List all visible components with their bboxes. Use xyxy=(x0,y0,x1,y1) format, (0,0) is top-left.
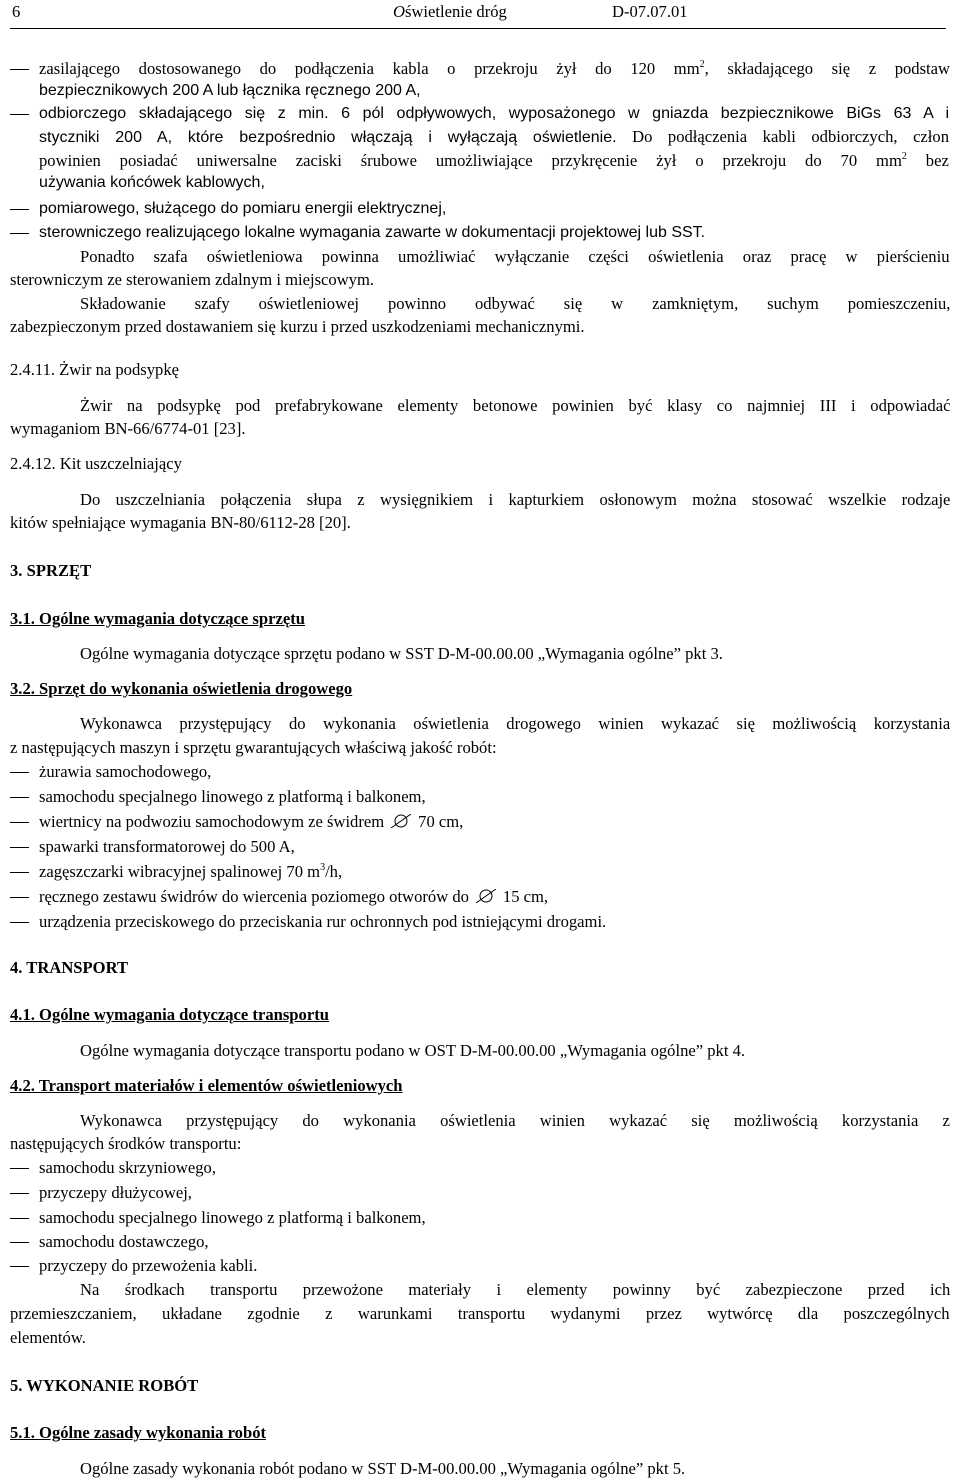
paragraph-ponadto-line1: Ponadto szafa oświetleniowa powinna umożliwiać wyłączanie części oświetlenia oraz pracę w pierścieniu xyxy=(80,247,950,266)
superscript: 3 xyxy=(320,862,326,873)
superscript: 2 xyxy=(901,151,907,162)
dash-bullet xyxy=(10,772,29,773)
subsection-heading-5-1: 5.1. Ogólne zasady wykonania robót xyxy=(10,1423,267,1442)
section-heading-2-4-11: 2.4.11. Żwir na podsypkę xyxy=(10,360,179,379)
paragraph-zwir-line1: Żwir na podsypkę pod prefabrykowane elementy betonowe powinien być klasy co najmniej III i odpowiadać xyxy=(80,396,951,415)
list-item-text: zasilającego dostosowanego do podłączenia kabla o przekroju żył do 120 mm xyxy=(39,59,700,78)
list-item-continuation: styczniki 200 A, które bezpośrednio włączają i wyłączają oświetlenie. Do podłączenia kabli odbiorczych, człon xyxy=(39,127,950,146)
paragraph-skladowanie-line1: Składowanie szafy oświetleniowej powinno odbywać się w zamkniętym, suchym pomieszczeniu, xyxy=(80,294,951,313)
paragraph-kit-line1: Do uszczelniania połączenia słupa z wysięgnikiem i kapturkiem osłonowym można stosować wszelkie rodzaje xyxy=(80,490,951,509)
diameter-icon xyxy=(388,814,414,828)
paragraph-4-1: Ogólne wymagania dotyczące transportu podano w OST D-M-00.00.00 „Wymagania ogólne” pkt 4. xyxy=(80,1041,746,1060)
list-item: samochodu specjalnego linowego z platformą i balkonem, xyxy=(39,1208,426,1227)
superscript: 2 xyxy=(699,59,705,70)
list-item: ręcznego zestawu świdrów do wiercenia poziomego otworów do 15 cm, xyxy=(39,887,549,906)
paragraph-transport-line3: elementów. xyxy=(10,1328,86,1347)
list-item: samochodu specjalnego linowego z platformą i balkonem, xyxy=(39,787,426,806)
paragraph-3-2-line1: Wykonawca przystępujący do wykonania oświetlenia drogowego winien wykazać się możliwością korzystania xyxy=(80,714,951,733)
paragraph-transport-line1: Na środkach transportu przewożone materiały i elementy powinny być zabezpieczone przed ich xyxy=(80,1280,951,1299)
dash-bullet xyxy=(10,1193,29,1194)
paragraph-4-2-line2: następujących środków transportu: xyxy=(10,1134,242,1153)
list-item: przyczepy do przewożenia kabli. xyxy=(39,1256,258,1275)
dash-bullet xyxy=(10,114,29,115)
section-heading-2-4-12: 2.4.12. Kit uszczelniający xyxy=(10,454,182,473)
header-title xyxy=(393,2,507,22)
list-item: pomiarowego, służącego do pomiaru energii elektrycznej, xyxy=(39,200,447,217)
dash-bullet xyxy=(10,1242,29,1243)
list-item: samochodu dostawczego, xyxy=(39,1232,209,1251)
subsection-heading-3-2: 3.2. Sprzęt do wykonania oświetlenia drogowego xyxy=(10,679,353,698)
paragraph-ponadto-line2: sterowniczym ze sterowaniem zdalnym i miejscowym. xyxy=(10,270,375,289)
dash-bullet xyxy=(10,1266,29,1267)
paragraph-4-2-line1: Wykonawca przystępujący do wykonania oświetlenia winien wykazać się możliwością korzystania z xyxy=(80,1111,950,1130)
paragraph-transport-line2: przemieszczaniem, układane zgodnie z warunkami transportu wydanymi przez wytwórcę dla poszczególnych xyxy=(10,1304,950,1323)
dash-bullet xyxy=(10,233,29,234)
subsection-heading-4-2: 4.2. Transport materiałów i elementów oświetleniowych xyxy=(10,1076,403,1095)
list-item: przyczepy dłużycowej, xyxy=(39,1183,192,1202)
header-title-italic: O xyxy=(393,2,405,21)
list-item: urządzenia przeciskowego do przeciskania rur ochronnych pod istniejącymi drogami. xyxy=(39,912,607,931)
paragraph-5-1: Ogólne zasady wykonania robót podano w SST D-M-00.00.00 „Wymagania ogólne” pkt 5. xyxy=(80,1459,686,1478)
list-item: spawarki transformatorowej do 500 A, xyxy=(39,837,295,856)
dash-bullet xyxy=(10,69,29,70)
paragraph-3-1: Ogólne wymagania dotyczące sprzętu podano w SST D-M-00.00.00 „Wymagania ogólne” pkt 3. xyxy=(80,644,723,663)
page-header xyxy=(10,0,945,28)
list-item: samochodu skrzyniowego, xyxy=(39,1158,216,1177)
dash-bullet xyxy=(10,797,29,798)
dash-bullet xyxy=(10,1218,29,1219)
subsection-heading-4-1: 4.1. Ogólne wymagania dotyczące transportu xyxy=(10,1005,329,1024)
dash-bullet xyxy=(10,847,29,848)
list-item: odbiorczego składającego się z min. 6 pól odpływowych, wyposażonego w gniazda bezpiecznikowe BiGs 63 A i xyxy=(39,105,950,122)
diameter-icon xyxy=(473,889,499,903)
list-item: żurawia samochodowego, xyxy=(39,762,212,781)
list-item: zagęszczarki wibracyjnej spalinowej 70 $m^3/h$, xyxy=(39,862,343,881)
section-heading-4: 4. TRANSPORT xyxy=(10,958,129,977)
dash-bullet xyxy=(10,822,29,823)
list-item-continuation: używania końcówek kablowych, xyxy=(39,174,265,191)
header-title-rest: świetlenie dróg xyxy=(404,2,507,21)
list-item-continuation: bezpiecznikowych 200 A lub łącznika ręcznego 200 A, xyxy=(39,82,421,99)
paragraph-3-2-line2: z następujących maszyn i sprzętu gwarantujących właściwą jakość robót: xyxy=(10,738,497,757)
page-number: 6 xyxy=(12,2,21,21)
dash-bullet xyxy=(10,922,29,923)
header-rule xyxy=(10,28,946,29)
list-item: wiertnicy na podwoziu samochodowym ze świdrem 70 cm, xyxy=(39,812,464,831)
dash-bullet xyxy=(10,897,29,898)
dash-bullet xyxy=(10,1168,29,1169)
dash-bullet xyxy=(10,209,29,210)
list-item: sterowniczego realizującego lokalne wymagania zawarte w dokumentacji projektowej lub SST. xyxy=(39,224,706,241)
section-heading-3: 3. SPRZĘT xyxy=(10,561,92,580)
list-item-text-tail: , składającego się z podstaw xyxy=(704,59,950,78)
list-item-continuation: powinien posiadać uniwersalne zaciski śrubowe umożliwiające przykręcenie żył o przekroju do 70 $mm^2$ bez xyxy=(39,151,949,170)
paragraph-zwir-line2: wymaganiom BN-66/6774-01 [23]. xyxy=(10,419,246,438)
paragraph-skladowanie-line2: zabezpieczonym przed dostawaniem się kurzu i przed uszkodzeniami mechanicznymi. xyxy=(10,317,585,336)
subsection-heading-3-1: 3.1. Ogólne wymagania dotyczące sprzętu xyxy=(10,609,305,628)
paragraph-kit-line2: kitów spełniające wymagania BN-80/6112-28 [20]. xyxy=(10,513,351,532)
dash-bullet xyxy=(10,872,29,873)
header-doc-code: D-07.07.01 xyxy=(612,2,688,21)
section-heading-5: 5. WYKONANIE ROBÓT xyxy=(10,1376,199,1395)
